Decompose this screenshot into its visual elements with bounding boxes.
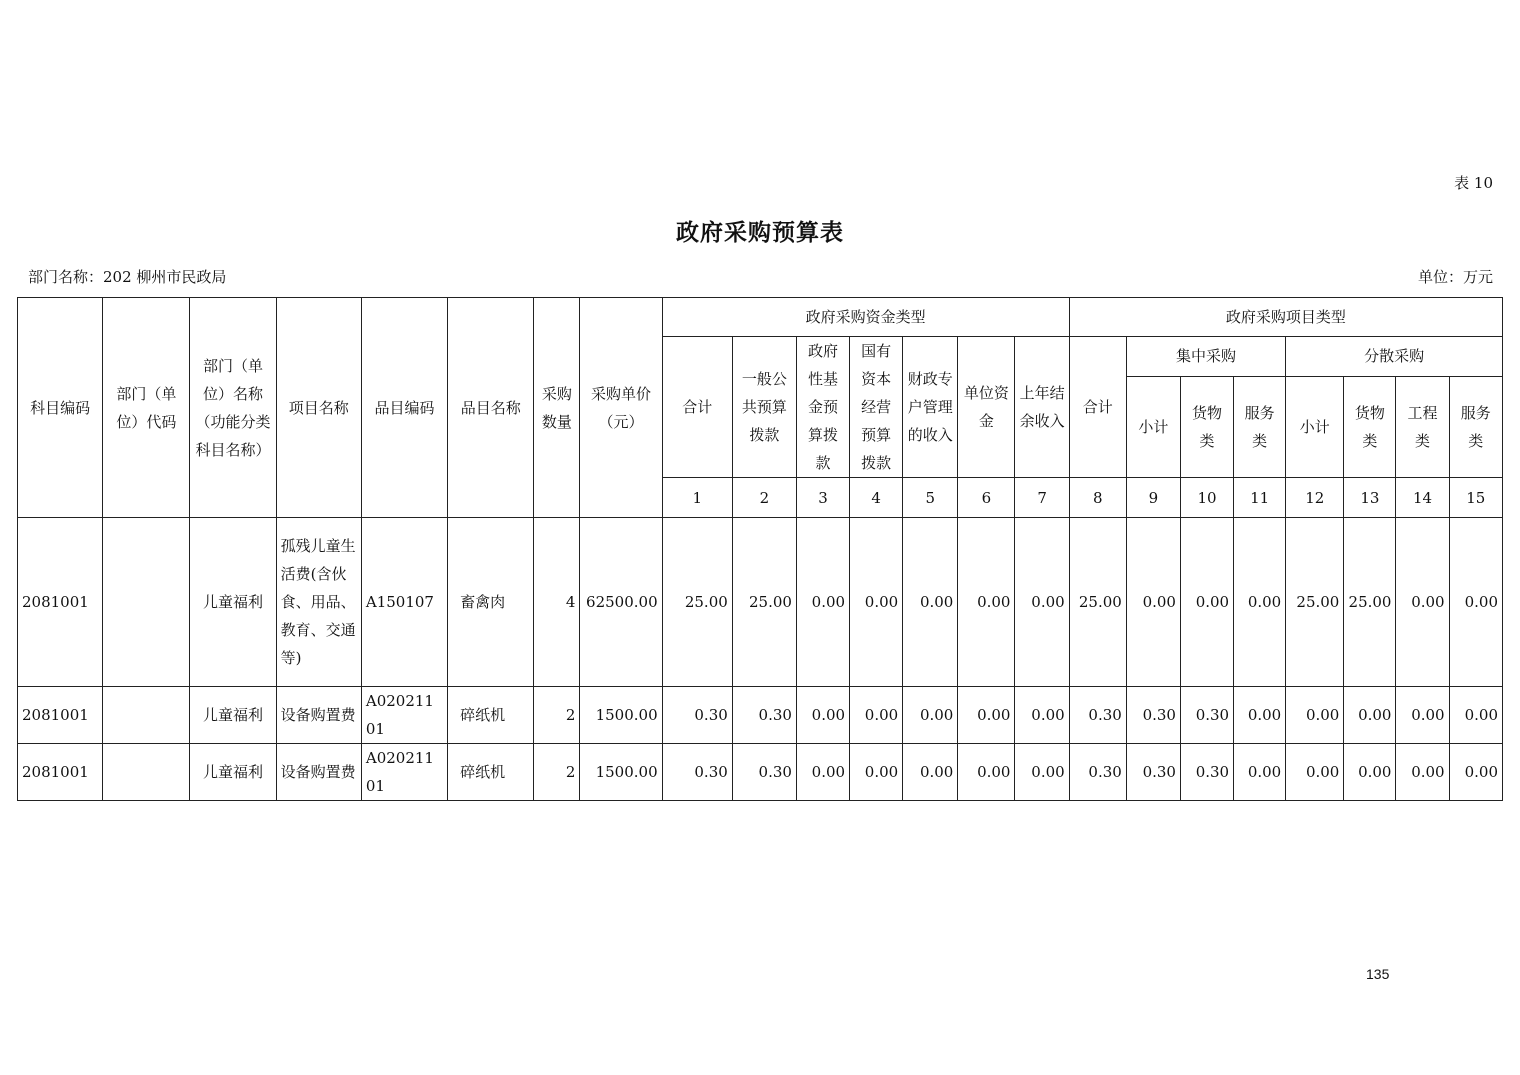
header-quantity: 采购数量 xyxy=(534,298,580,518)
index-label: 12 xyxy=(1286,478,1344,518)
cell-value: 0.30 xyxy=(732,687,796,744)
cell-value: 0.00 xyxy=(1449,687,1502,744)
cell-value: 0.00 xyxy=(1286,687,1344,744)
index-label: 2 xyxy=(732,478,796,518)
cell-value: 25.00 xyxy=(1286,518,1344,687)
cell-item-code: A150107 xyxy=(361,518,447,687)
index-label: 9 xyxy=(1126,478,1180,518)
header-d-subtotal: 小计 xyxy=(1286,376,1344,477)
cell-value: 0.30 xyxy=(1069,687,1126,744)
index-label: 6 xyxy=(958,478,1015,518)
header-d-service: 服务类 xyxy=(1449,376,1502,477)
cell-value: 0.00 xyxy=(1344,687,1396,744)
page-number: 135 xyxy=(1366,966,1390,982)
cell-value: 0.00 xyxy=(1396,744,1449,801)
table-row xyxy=(18,744,1503,801)
header-c-service: 服务类 xyxy=(1234,376,1286,477)
cell-value: 0.00 xyxy=(850,687,903,744)
index-label: 1 xyxy=(662,478,732,518)
cell-item-name: 碎纸机 xyxy=(448,744,534,801)
header-dept-code: 部门（单位）代码 xyxy=(103,298,190,518)
cell-value: 0.00 xyxy=(958,744,1015,801)
table-row xyxy=(18,518,1503,687)
cell-item-name: 畜禽肉 xyxy=(448,518,534,687)
cell-quantity: 2 xyxy=(534,744,580,801)
header-c-subtotal: 小计 xyxy=(1126,376,1180,477)
header-unit-price: 采购单价（元） xyxy=(580,298,662,518)
cell-value: 0.30 xyxy=(1126,687,1180,744)
cell-value: 0.00 xyxy=(1449,744,1502,801)
cell-value: 0.00 xyxy=(850,518,903,687)
index-label: 11 xyxy=(1234,478,1286,518)
cell-dept-code xyxy=(103,687,190,744)
cell-dept-name: 儿童福利 xyxy=(190,687,276,744)
index-label: 14 xyxy=(1396,478,1449,518)
index-label: 3 xyxy=(796,478,849,518)
cell-quantity: 4 xyxy=(534,518,580,687)
cell-dept-code xyxy=(103,518,190,687)
header-gov-fund: 政府性基金预算拨款 xyxy=(796,337,849,478)
header-project-name: 项目名称 xyxy=(276,298,361,518)
index-label: 13 xyxy=(1344,478,1396,518)
index-label: 5 xyxy=(903,478,958,518)
header-d-works: 工程类 xyxy=(1396,376,1449,477)
header-centralized: 集中采购 xyxy=(1126,337,1285,377)
cell-value: 0.30 xyxy=(1180,687,1233,744)
cell-value: 0.00 xyxy=(1396,518,1449,687)
header-proj-total: 合计 xyxy=(1069,337,1126,478)
cell-value: 0.00 xyxy=(850,744,903,801)
cell-value: 0.00 xyxy=(1015,518,1069,687)
department-label: 部门名称：202 柳州市民政局 xyxy=(28,268,227,286)
cell-value: 0.00 xyxy=(1344,744,1396,801)
index-label: 4 xyxy=(850,478,903,518)
cell-value: 0.00 xyxy=(1180,518,1233,687)
cell-unit-price: 1500.00 xyxy=(580,687,662,744)
cell-value: 25.00 xyxy=(1069,518,1126,687)
cell-value: 0.00 xyxy=(1126,518,1180,687)
cell-unit-price: 62500.00 xyxy=(580,518,662,687)
cell-subject-code: 2081001 xyxy=(18,687,103,744)
header-item-code: 品目编码 xyxy=(361,298,447,518)
header-d-goods: 货物类 xyxy=(1344,376,1396,477)
header-general-budget: 一般公共预算拨款 xyxy=(732,337,796,478)
cell-subject-code: 2081001 xyxy=(18,518,103,687)
cell-item-code: A02021101 xyxy=(361,744,447,801)
cell-value: 0.00 xyxy=(903,687,958,744)
header-dept-name: 部门（单位）名称（功能分类科目名称） xyxy=(190,298,276,518)
cell-dept-name: 儿童福利 xyxy=(190,744,276,801)
header-carryover: 上年结余收入 xyxy=(1015,337,1069,478)
cell-item-code: A02021101 xyxy=(361,687,447,744)
cell-value: 0.30 xyxy=(662,687,732,744)
cell-value: 0.00 xyxy=(1234,687,1286,744)
cell-value: 0.00 xyxy=(903,744,958,801)
index-label: 15 xyxy=(1449,478,1502,518)
cell-value: 0.00 xyxy=(1234,518,1286,687)
cell-value: 0.00 xyxy=(796,687,849,744)
cell-value: 0.30 xyxy=(662,744,732,801)
header-fund-total: 合计 xyxy=(662,337,732,478)
unit-label: 单位：万元 xyxy=(1417,268,1493,286)
cell-dept-name: 儿童福利 xyxy=(190,518,276,687)
cell-value: 0.30 xyxy=(1126,744,1180,801)
cell-subject-code: 2081001 xyxy=(18,744,103,801)
procurement-budget-table xyxy=(17,297,1503,801)
cell-project-name: 设备购置费 xyxy=(276,687,361,744)
cell-project-name: 孤残儿童生活费(含伙食、用品、教育、交通等) xyxy=(276,518,361,687)
table-row xyxy=(18,687,1503,744)
page-title: 政府采购预算表 xyxy=(676,219,844,246)
cell-value: 25.00 xyxy=(662,518,732,687)
cell-unit-price: 1500.00 xyxy=(580,744,662,801)
cell-value: 25.00 xyxy=(1344,518,1396,687)
header-state-capital: 国有资本经营预算拨款 xyxy=(850,337,903,478)
header-subject-code: 科目编码 xyxy=(18,298,103,518)
cell-value: 0.00 xyxy=(958,687,1015,744)
cell-dept-code xyxy=(103,744,190,801)
cell-value: 25.00 xyxy=(732,518,796,687)
index-label: 10 xyxy=(1180,478,1233,518)
cell-value: 0.00 xyxy=(1396,687,1449,744)
cell-quantity: 2 xyxy=(534,687,580,744)
index-label: 8 xyxy=(1069,478,1126,518)
cell-value: 0.00 xyxy=(1286,744,1344,801)
header-project-type-group: 政府采购项目类型 xyxy=(1069,298,1502,337)
cell-value: 0.00 xyxy=(1015,744,1069,801)
cell-value: 0.00 xyxy=(796,744,849,801)
header-c-goods: 货物类 xyxy=(1180,376,1233,477)
cell-value: 0.00 xyxy=(903,518,958,687)
cell-value: 0.30 xyxy=(1069,744,1126,801)
header-unit-fund: 单位资金 xyxy=(958,337,1015,478)
cell-value: 0.30 xyxy=(1180,744,1233,801)
cell-value: 0.30 xyxy=(732,744,796,801)
cell-project-name: 设备购置费 xyxy=(276,744,361,801)
header-decentralized: 分散采购 xyxy=(1286,337,1503,377)
header-fund-type-group: 政府采购资金类型 xyxy=(662,298,1069,337)
index-label: 7 xyxy=(1015,478,1069,518)
cell-value: 0.00 xyxy=(1449,518,1502,687)
cell-value: 0.00 xyxy=(796,518,849,687)
cell-value: 0.00 xyxy=(958,518,1015,687)
cell-value: 0.00 xyxy=(1234,744,1286,801)
header-special-account: 财政专户管理的收入 xyxy=(903,337,958,478)
cell-item-name: 碎纸机 xyxy=(448,687,534,744)
cell-value: 0.00 xyxy=(1015,687,1069,744)
table-number: 表 10 xyxy=(1454,174,1493,192)
header-item-name: 品目名称 xyxy=(448,298,534,518)
